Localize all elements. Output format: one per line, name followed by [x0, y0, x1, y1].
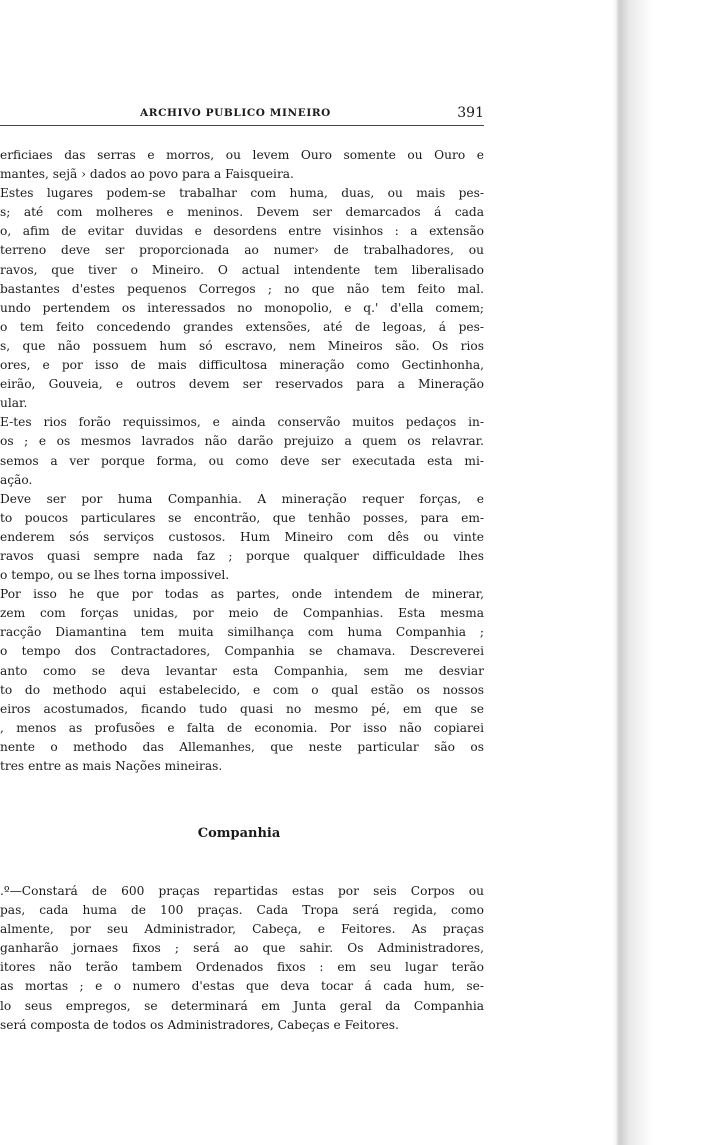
text-line: almente, por seu Administrador, Cabeça, e Feitores. As praças — [0, 922, 484, 937]
text-line: tres entre as mais Nações mineiras. — [0, 759, 223, 773]
header-rule — [0, 125, 484, 126]
text-line: ular. — [0, 396, 28, 411]
text-line: anto como se deva levantar esta Companhia, sem me desviar — [0, 663, 484, 678]
text-line: undo pertendem os interessados no monopolio, e q.' d'ella comem; — [0, 300, 484, 315]
text-line: Estes lugares podem-se trabalhar com huma, duas, ou mais pes- — [0, 186, 484, 201]
text-line: ores, e por isso de mais difficultosa mineração como Gectinhonha, — [0, 358, 484, 373]
text-line: s, que não possuem hum só escravo, nem Mineiros são. Os rios — [0, 338, 484, 353]
text-line: erficiaes das serras e morros, ou levem Ouro somente ou Ouro e — [0, 148, 484, 162]
text-line: zem com forças unidas, por meio de Companhias. Esta mesma — [0, 606, 484, 621]
text-line: ganharão jornaes fixos ; será ao que sahir. Os Administradores, — [0, 941, 484, 956]
text-line: o tem feito concedendo grandes extensões, até de legoas, á pes- — [0, 319, 484, 334]
page-header — [0, 105, 484, 125]
text-line: Deve ser por huma Companhia. A mineração requer forças, e — [0, 491, 484, 506]
text-line: ravos quasi sempre nada faz ; porque qualquer difficuldade lhes — [0, 548, 484, 563]
text-line: , menos as profusões e falta de economia. Por isso não copiarei — [0, 720, 484, 735]
text-line: o tempo, ou se lhes torna impossivel. — [0, 568, 230, 583]
text-line: Por isso he que por todas as partes, onde intendem de minerar, — [0, 587, 484, 602]
text-line: será composta de todos os Administradores, Cabeças e Feitores. — [0, 1017, 399, 1032]
section-heading — [0, 826, 484, 841]
text-line: itores não terão tambem Ordenados fixos : em seu lugar terão — [0, 960, 484, 975]
book-spine-shadow — [612, 0, 707, 1145]
text-line: os ; e os mesmos lavrados não darão prejuizo a quem os relavrar. — [0, 434, 484, 449]
page-number: 391 — [457, 105, 484, 121]
text-line: enderem sós serviços custosos. Hum Mineiro com dês ou vinte — [0, 529, 484, 544]
text-line: mantes, sejã › dados ao povo para a Faisqueira. — [0, 167, 294, 182]
text-line: E-tes rios forão requissimos, e ainda conservão muitos pedaços in- — [0, 415, 484, 430]
text-line: eirão, Gouveia, e outros devem ser reservados para a Mineração — [0, 377, 484, 392]
text-line: o, afim de evitar duvidas e desordens entre visinhos : a extensão — [0, 224, 484, 239]
section-heading-text: Companhia — [197, 826, 281, 841]
text-line: pas, cada huma de 100 praças. Cada Tropa será regida, como — [0, 903, 484, 918]
text-line: racção Diamantina tem muita similhança com huma Companhia ; — [0, 625, 484, 640]
text-line: eiros acostumados, ficando tudo quasi no mesmo pé, em que se — [0, 701, 484, 716]
text-line: as mortas ; e o numero d'estas que deva tocar á cada hum, se- — [0, 979, 484, 994]
text-line: nente o methodo das Allemanhes, que neste particular são os — [0, 739, 484, 754]
text-line: bastantes d'estes pequenos Corregos ; no que não tem feito mal. — [0, 281, 484, 296]
text-line: ravos, que tiver o Mineiro. O actual intendente tem liberalisado — [0, 262, 484, 277]
text-line: s; até com molheres e meninos. Devem ser demarcados á cada — [0, 205, 484, 220]
text-line: semos a ver porque forma, ou como deve ser executada esta mi- — [0, 453, 484, 468]
text-line: .º—Constará de 600 praças repartidas estas por seis Corpos ou — [0, 884, 484, 898]
text-line: lo seus empregos, se determinará em Junta geral da Companhia — [0, 998, 484, 1013]
text-line: o tempo dos Contractadores, Companhia se chamava. Descreverei — [0, 644, 484, 659]
body-text-bottom — [0, 882, 484, 1035]
text-line: to poucos particulares se encontrão, que tenhão posses, para em- — [0, 510, 484, 525]
text-line: ação. — [0, 472, 33, 487]
text-line: to do methodo aqui estabelecido, e com o qual estão os nossos — [0, 682, 484, 697]
running-title: ARCHIVO PUBLICO MINEIRO — [140, 107, 331, 119]
body-text-top — [0, 146, 484, 776]
text-line: terreno deve ser proporcionada ao numer› de trabalhadores, ou — [0, 243, 484, 258]
